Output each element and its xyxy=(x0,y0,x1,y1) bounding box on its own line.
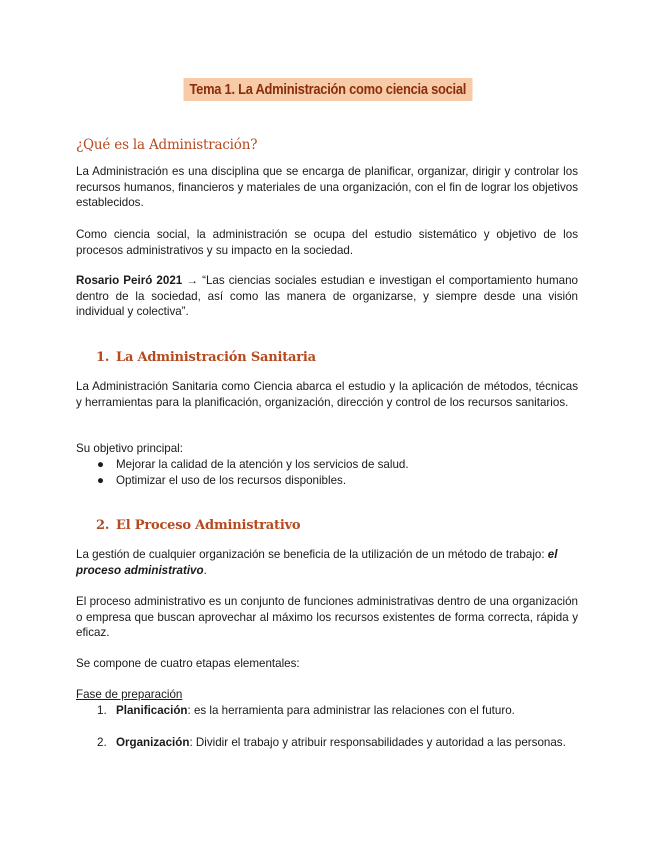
p1-end: . xyxy=(203,563,207,577)
section-2-paragraph-2: El proceso administrativo es un conjunto de funciones administrativas dentro de una organización o empresa que buscan aprovechar al máximo los recursos existentes de forma correcta, rápida y eficaz. xyxy=(76,595,578,639)
list-item-text: Optimizar el uso de los recursos disponibles. xyxy=(116,474,347,487)
section-1-heading xyxy=(96,350,316,365)
section-2-paragraph-3: Se compone de cuatro etapas elementales: xyxy=(76,657,300,670)
quote-paragraph xyxy=(76,273,578,320)
list-item xyxy=(76,457,578,473)
section-2-number: 2. xyxy=(96,518,110,533)
phase-label: Fase de preparación xyxy=(76,688,183,701)
list-item xyxy=(76,473,578,489)
p1-start: La gestión de cualquier organización se beneficia de la utilización de un método de trabajo: xyxy=(76,548,548,561)
intro-paragraph-2: Como ciencia social, la administración se ocupa del estudio sistemático y objetivo de los procesos administrativos y su impacto en la sociedad. xyxy=(76,228,578,257)
section-1-title: La Administración Sanitaria xyxy=(116,350,316,365)
page-title: Tema 1. La Administración como ciencia social xyxy=(183,78,472,101)
list-item xyxy=(76,735,596,751)
objective-list xyxy=(76,457,578,489)
quote-arrow: → xyxy=(182,274,203,287)
section-1-paragraph: La Administración Sanitaria como Ciencia abarca el estudio y la aplicación de métodos, técnicas y herramientas para la planificación, organización, dirección y control de los recursos sanitarios. xyxy=(76,380,578,409)
list-item xyxy=(76,703,596,719)
section-2-title: El Proceso Administrativo xyxy=(116,518,301,533)
bullet-icon: ● xyxy=(97,474,105,487)
intro-paragraph-1: La Administración es una disciplina que se encarga de planificar, organizar, dirigir y controlar los recursos humanos, financieros y materiales de una organización, con el fin de lograr los objetivos establecidos. xyxy=(76,165,578,209)
step-term: Planificación xyxy=(116,704,188,717)
section-2-heading xyxy=(96,518,300,533)
quote-author: Rosario Peiró 2021 xyxy=(76,274,183,287)
list-item-text: Mejorar la calidad de la atención y los servicios de salud. xyxy=(116,458,409,471)
p1-emphasis: el proceso administrativo xyxy=(76,548,558,577)
bullet-icon: ● xyxy=(97,458,105,471)
intro-heading: ¿Qué es la Administración? xyxy=(76,137,258,153)
quote-text: “Las ciencias sociales estudian e investigan el comportamiento humano dentro de la sociedad, así como las manera de organizarse, y siempre desde una visión individual y colectiva”. xyxy=(76,274,578,318)
section-1-number: 1. xyxy=(96,350,110,365)
step-term: Organización xyxy=(116,736,190,749)
step-description: : es la herramienta para administrar las relaciones con el futuro. xyxy=(187,704,515,717)
step-number: 2. xyxy=(97,736,107,749)
steps-list xyxy=(76,703,596,751)
step-description: : Dividir el trabajo y atribuir responsabilidades y autoridad a las personas. xyxy=(189,736,566,749)
step-number: 1. xyxy=(97,704,107,717)
objective-label: Su objetivo principal: xyxy=(76,442,183,455)
section-2-paragraph-1 xyxy=(76,547,578,578)
title-wrapper xyxy=(0,78,655,101)
